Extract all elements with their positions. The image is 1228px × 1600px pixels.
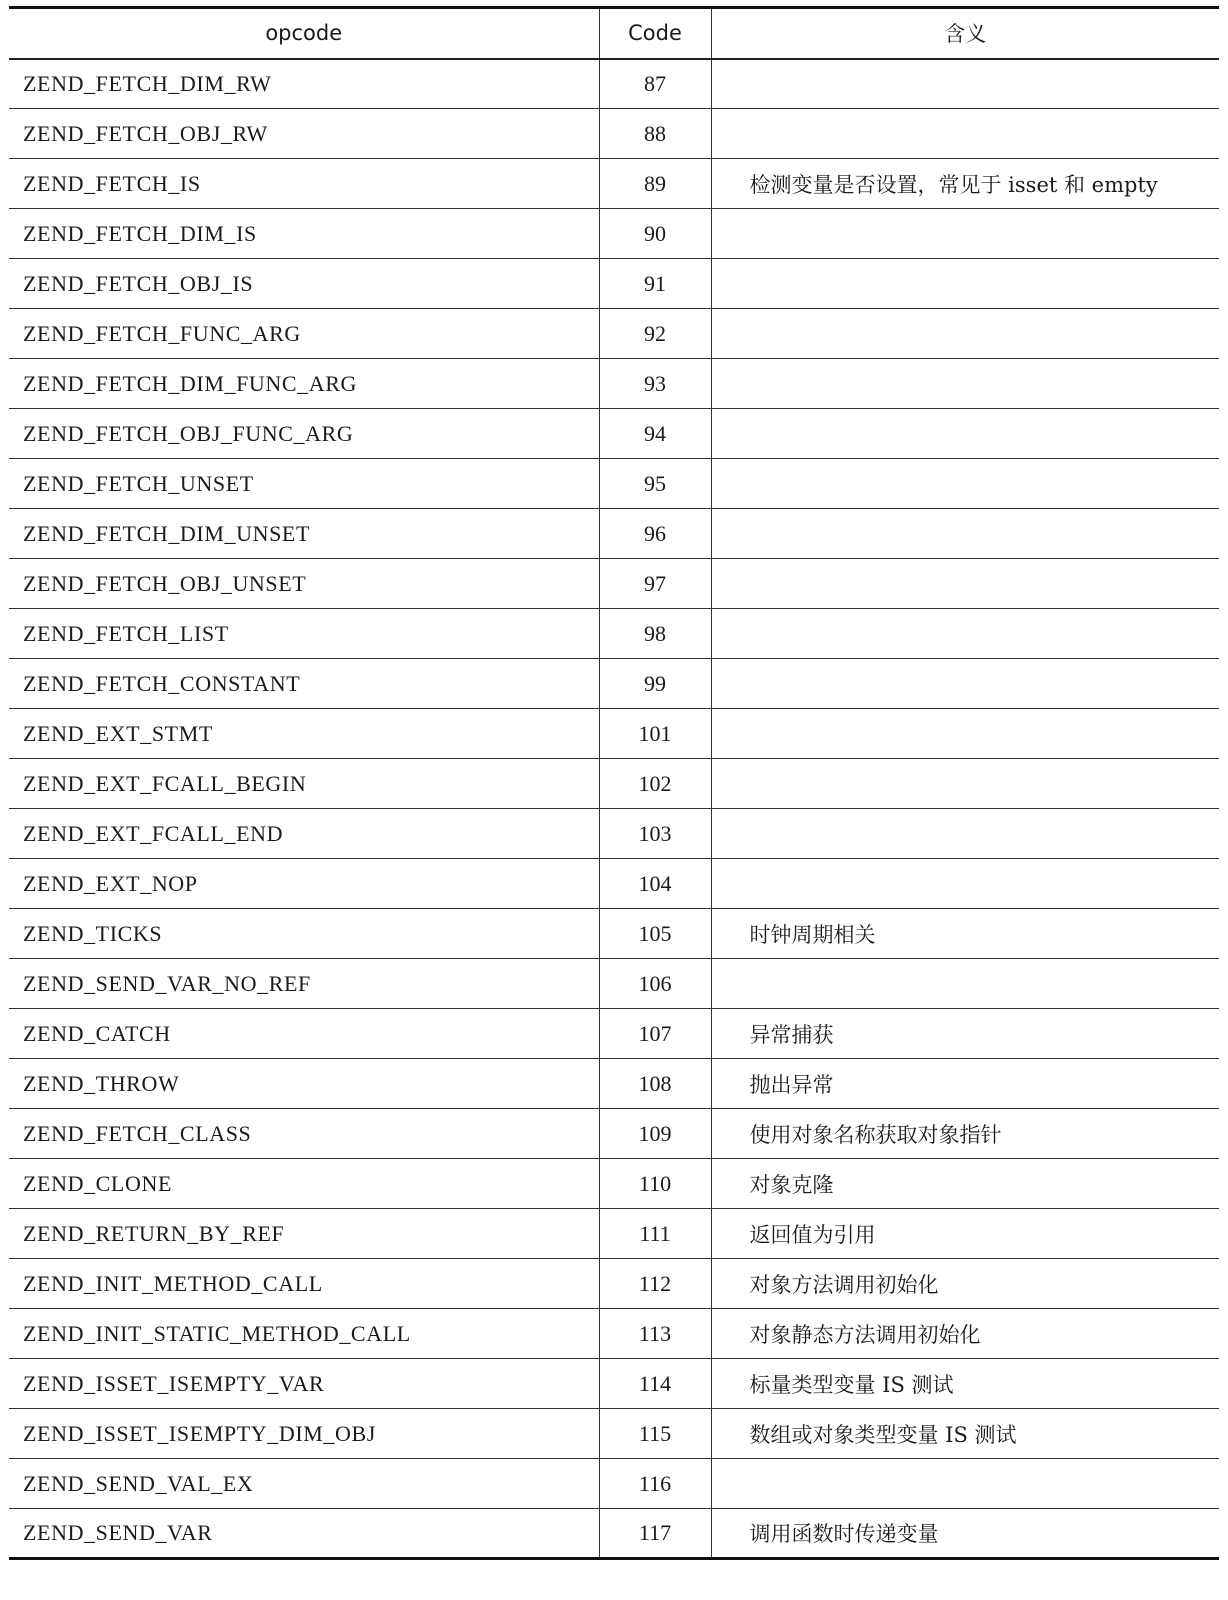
code-cell: 90: [599, 209, 711, 259]
code-cell: 116: [599, 1459, 711, 1509]
meaning-cell: [711, 259, 1219, 309]
code-cell: 104: [599, 859, 711, 909]
code-cell: 97: [599, 559, 711, 609]
table-row: [9, 1059, 1219, 1109]
table-row: [9, 559, 1219, 609]
table-row: [9, 809, 1219, 859]
meaning-cell: [711, 709, 1219, 759]
header-meaning: 含义: [711, 8, 1219, 59]
opcode-cell: ZEND_FETCH_DIM_RW: [23, 70, 272, 96]
opcode-cell: ZEND_ISSET_ISEMPTY_DIM_OBJ: [23, 1420, 376, 1446]
meaning-cell: [711, 509, 1219, 559]
opcode-cell: ZEND_RETURN_BY_REF: [23, 1220, 285, 1246]
code-cell: 92: [599, 309, 711, 359]
opcode-cell: ZEND_FETCH_CLASS: [23, 1120, 252, 1146]
meaning-cell: [711, 309, 1219, 359]
table-row: [9, 959, 1219, 1009]
meaning-cell: 对象克隆: [711, 1159, 1219, 1209]
table-row: [9, 1359, 1219, 1409]
meaning-cell: 标量类型变量 IS 测试: [711, 1359, 1219, 1409]
meaning-cell: [711, 659, 1219, 709]
opcode-cell: ZEND_INIT_METHOD_CALL: [23, 1270, 323, 1296]
code-cell: 88: [599, 109, 711, 159]
meaning-cell: [711, 759, 1219, 809]
table-row: [9, 859, 1219, 909]
meaning-cell: [711, 959, 1219, 1009]
opcode-cell: ZEND_SEND_VAR: [23, 1520, 213, 1545]
code-cell: 117: [599, 1509, 711, 1559]
opcode-cell: ZEND_EXT_STMT: [23, 720, 213, 746]
opcode-cell: ZEND_FETCH_DIM_UNSET: [23, 520, 310, 546]
meaning-cell: 抛出异常: [711, 1059, 1219, 1109]
meaning-cell: 调用函数时传递变量: [711, 1509, 1219, 1559]
table-row: [9, 109, 1219, 159]
meaning-cell: [711, 59, 1219, 109]
opcode-cell: ZEND_CATCH: [23, 1020, 171, 1046]
table-row: [9, 159, 1219, 209]
code-cell: 87: [599, 59, 711, 109]
meaning-cell: [711, 209, 1219, 259]
meaning-cell: [711, 459, 1219, 509]
opcode-cell: ZEND_EXT_FCALL_BEGIN: [23, 770, 307, 796]
table-row: [9, 1259, 1219, 1309]
opcode-cell: ZEND_TICKS: [23, 920, 163, 946]
table-row: [9, 1109, 1219, 1159]
code-cell: 112: [599, 1259, 711, 1309]
code-cell: 113: [599, 1309, 711, 1359]
table-row: [9, 1409, 1219, 1459]
meaning-cell: 检测变量是否设置，常见于 isset 和 empty: [711, 159, 1219, 209]
opcode-cell: ZEND_EXT_NOP: [23, 870, 198, 896]
meaning-cell: 时钟周期相关: [711, 909, 1219, 959]
opcode-cell: ZEND_INIT_STATIC_METHOD_CALL: [23, 1320, 411, 1346]
meaning-cell: [711, 609, 1219, 659]
table-row: [9, 1509, 1219, 1559]
opcode-cell: ZEND_EXT_FCALL_END: [23, 820, 284, 846]
table-row: [9, 1159, 1219, 1209]
opcode-cell: ZEND_FETCH_LIST: [23, 620, 229, 646]
opcode-table-container: [9, 6, 1219, 1560]
code-cell: 102: [599, 759, 711, 809]
table-row: [9, 59, 1219, 109]
meaning-cell: 对象静态方法调用初始化: [711, 1309, 1219, 1359]
opcode-cell: ZEND_FETCH_OBJ_RW: [23, 120, 268, 146]
table-row: [9, 1309, 1219, 1359]
table-row: [9, 459, 1219, 509]
code-cell: 107: [599, 1009, 711, 1059]
meaning-cell: 返回值为引用: [711, 1209, 1219, 1259]
meaning-cell: [711, 859, 1219, 909]
table-row: [9, 259, 1219, 309]
code-cell: 114: [599, 1359, 711, 1409]
code-cell: 98: [599, 609, 711, 659]
code-cell: 99: [599, 659, 711, 709]
opcode-cell: ZEND_ISSET_ISEMPTY_VAR: [23, 1370, 325, 1396]
meaning-cell: 对象方法调用初始化: [711, 1259, 1219, 1309]
opcode-cell: ZEND_FETCH_DIM_IS: [23, 220, 257, 246]
code-cell: 105: [599, 909, 711, 959]
table-row: [9, 309, 1219, 359]
table-row: [9, 709, 1219, 759]
code-cell: 108: [599, 1059, 711, 1109]
table-row: [9, 509, 1219, 559]
meaning-cell: [711, 559, 1219, 609]
meaning-cell: 异常捕获: [711, 1009, 1219, 1059]
meaning-cell: [711, 359, 1219, 409]
meaning-cell: 使用对象名称获取对象指针: [711, 1109, 1219, 1159]
code-cell: 89: [599, 159, 711, 209]
table-row: [9, 609, 1219, 659]
opcode-cell: ZEND_SEND_VAL_EX: [23, 1470, 254, 1496]
code-cell: 94: [599, 409, 711, 459]
table-row: [9, 1459, 1219, 1509]
opcode-cell: ZEND_FETCH_UNSET: [23, 470, 254, 496]
opcode-cell: ZEND_FETCH_OBJ_FUNC_ARG: [23, 420, 354, 446]
code-cell: 91: [599, 259, 711, 309]
table-row: [9, 1209, 1219, 1259]
code-cell: 106: [599, 959, 711, 1009]
opcode-cell: ZEND_THROW: [23, 1070, 180, 1096]
meaning-cell: 数组或对象类型变量 IS 测试: [711, 1409, 1219, 1459]
table-header-row: [9, 8, 1219, 59]
opcode-table: [9, 6, 1219, 1560]
opcode-cell: ZEND_FETCH_CONSTANT: [23, 670, 301, 696]
opcode-cell: ZEND_CLONE: [23, 1170, 172, 1196]
header-opcode: opcode: [265, 21, 343, 46]
opcode-cell: ZEND_FETCH_IS: [23, 170, 201, 196]
table-row: [9, 909, 1219, 959]
table-row: [9, 409, 1219, 459]
table-row: [9, 209, 1219, 259]
meaning-cell: [711, 109, 1219, 159]
opcode-cell: ZEND_SEND_VAR_NO_REF: [23, 970, 311, 996]
opcode-cell: ZEND_FETCH_DIM_FUNC_ARG: [23, 370, 358, 396]
table-row: [9, 659, 1219, 709]
code-cell: 109: [599, 1109, 711, 1159]
meaning-cell: [711, 809, 1219, 859]
table-body: [9, 59, 1219, 1559]
code-cell: 96: [599, 509, 711, 559]
opcode-cell: ZEND_FETCH_OBJ_IS: [23, 270, 254, 296]
table-row: [9, 359, 1219, 409]
code-cell: 110: [599, 1159, 711, 1209]
code-cell: 103: [599, 809, 711, 859]
code-cell: 101: [599, 709, 711, 759]
code-cell: 111: [599, 1209, 711, 1259]
table-row: [9, 1009, 1219, 1059]
code-cell: 95: [599, 459, 711, 509]
header-code: Code: [599, 8, 711, 59]
code-cell: 93: [599, 359, 711, 409]
opcode-cell: ZEND_FETCH_OBJ_UNSET: [23, 570, 307, 596]
opcode-cell: ZEND_FETCH_FUNC_ARG: [23, 320, 301, 346]
code-cell: 115: [599, 1409, 711, 1459]
meaning-cell: [711, 409, 1219, 459]
meaning-cell: [711, 1459, 1219, 1509]
table-row: [9, 759, 1219, 809]
